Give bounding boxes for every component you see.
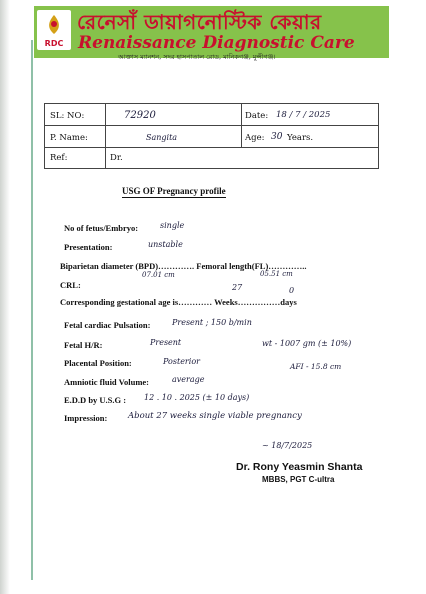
- doctor-degrees: MBBS, PGT C-ultra: [262, 475, 335, 484]
- table-divider: [45, 147, 378, 148]
- referrer-label: Ref:: [50, 153, 68, 163]
- ga-days-value: 0: [289, 286, 295, 295]
- table-divider: [105, 104, 106, 168]
- fl-value: 05.51 cm: [260, 270, 293, 278]
- signature-scrawl: ~ 18/7/2025: [262, 441, 313, 450]
- edd-value: 12 . 10 . 2025 (± 10 days): [144, 393, 250, 402]
- amniotic-fluid-value: average: [172, 375, 205, 384]
- sl-label: SL: NO:: [50, 111, 85, 121]
- placental-position-label: Placental Position:: [64, 358, 132, 368]
- age-unit: Years.: [287, 133, 314, 143]
- letterhead-band: [34, 6, 389, 58]
- fetus-count-value: single: [160, 221, 185, 230]
- clinic-logo-icon: [37, 10, 71, 50]
- gestational-age-label: Corresponding gestational age is………… Weeks……………days: [60, 297, 297, 307]
- logo-text: RDC: [44, 39, 64, 48]
- bengali-clinic-title: রেনেসাঁ ডায়াগনোস্টিক কেয়ার: [77, 10, 322, 34]
- crl-label: CRL:: [60, 280, 81, 290]
- clinic-address: আক্তাস ম্যানশন, সদর হাসপাতাল রোড, মানিকগঞ্জ, মুন্সীগঞ্জ।: [118, 53, 276, 61]
- report-title: USG OF Pregnancy profile: [122, 186, 226, 196]
- age-value: 30: [271, 132, 283, 142]
- left-border-line: [31, 40, 33, 580]
- impression-value: About 27 weeks single viable pregnancy: [128, 411, 302, 421]
- bpd-value: 07.01 cm: [142, 271, 175, 279]
- fetal-weight-value: wt - 1007 gm (± 10%): [262, 339, 352, 348]
- presentation-value: unstable: [148, 240, 183, 249]
- doctor-name: Dr. Rony Yeasmin Shanta: [236, 461, 363, 473]
- patient-name-value: Sangita: [146, 133, 178, 142]
- presentation-label: Presentation:: [64, 242, 113, 252]
- doctor-label: Dr.: [110, 153, 123, 163]
- fetus-count-label: No of fetus/Embryo:: [64, 223, 139, 233]
- age-label: Age:: [245, 133, 265, 143]
- date-value: 18 / 7 / 2025: [276, 110, 331, 120]
- fetal-hr-value: Present: [150, 338, 182, 347]
- table-divider: [241, 104, 242, 147]
- english-clinic-title: Renaissance Diagnostic Care: [78, 33, 355, 53]
- fetal-cardiac-pulsation-label: Fetal cardiac Pulsation:: [64, 320, 151, 330]
- sl-value: 72920: [124, 110, 156, 121]
- table-divider: [45, 125, 378, 126]
- placental-position-value: Posterior: [163, 357, 200, 366]
- patient-name-label: P. Name:: [50, 133, 88, 143]
- fetal-cardiac-pulsation-value: Present ; 150 b/min: [172, 318, 252, 327]
- ga-weeks-value: 27: [232, 283, 243, 292]
- fetal-hr-label: Fetal H/R:: [64, 340, 103, 350]
- date-label: Date:: [245, 111, 269, 121]
- amniotic-fluid-label: Amniotic fluid Volume:: [64, 377, 150, 387]
- edd-label: E.D.D by U.S.G :: [64, 395, 127, 405]
- bpd-fl-label: Biparietan diameter (BPD)…………. Femoral length(FL)…………..: [60, 261, 307, 271]
- page-fold-shadow: [0, 0, 10, 594]
- impression-label: Impression:: [64, 413, 108, 423]
- afi-value: AFI - 15.8 cm: [290, 362, 342, 371]
